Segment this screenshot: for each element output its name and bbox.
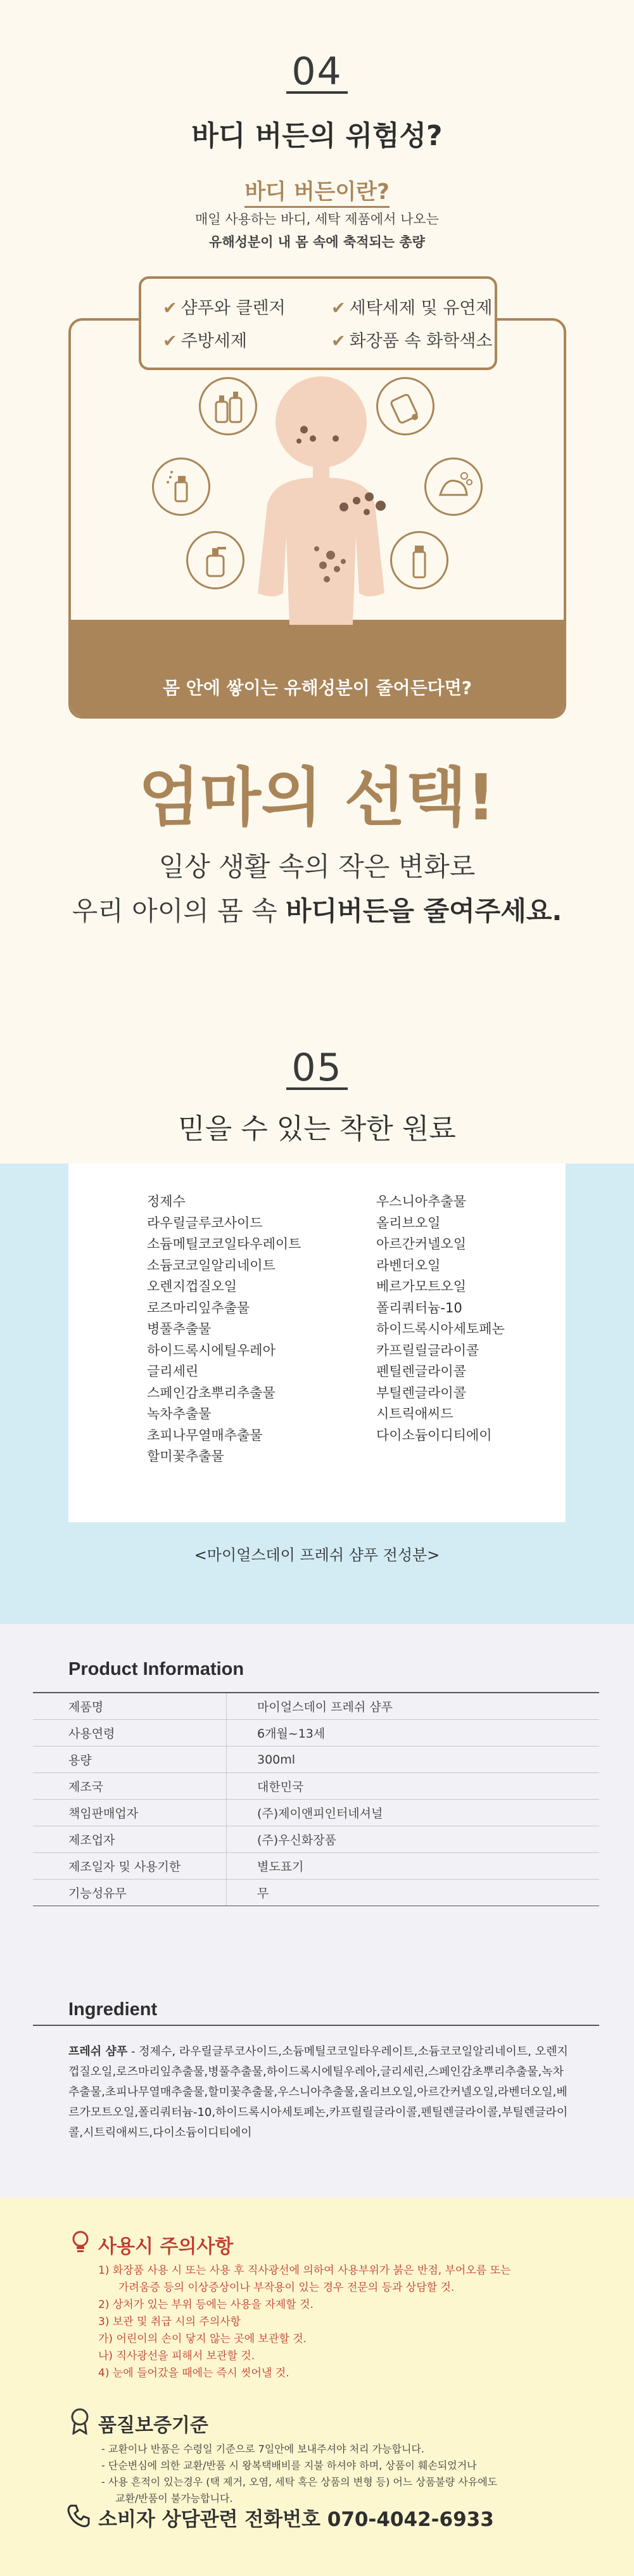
table-row: 제품명 마이얼스데이 프레쉬 샴푸 [33, 1693, 599, 1720]
section-title: 바디 버든의 위험성? [191, 120, 443, 152]
message-line-1: 일상 생활 속의 작은 변화로 [158, 851, 476, 882]
caution-item: 나) 직사광선을 피해서 보관할 것. [98, 2350, 255, 2362]
section-title: 믿을 수 있는 착한 원료 [178, 1113, 456, 1145]
ingredient-item: 시트릭애씨드 [376, 1406, 453, 1421]
phone-icon [65, 2502, 92, 2530]
table-row: 제조업자 (주)우신화장품 [33, 1826, 599, 1853]
quality-list [101, 2441, 497, 2507]
body-burden-subtitle: 바디 버든이란? [0, 174, 634, 205]
ingredient-item: 글리세린 [147, 1364, 199, 1379]
card-caption: 몸 안에 쌓이는 유해성분이 줄어든다면? [162, 677, 472, 698]
ingredient-text: 프레쉬 샴푸 - 정제수, 라우릴글루코사이드,소듐메틸코코일타우레이트,소듐코코일알리네이트, 오렌지껍질오일,로즈마리잎추출물,병풀추출물,하이드록시에틸우레아,글리세린,스페인감초뿌리추출물,녹차추출물,초피나무열매추출물,할미꽃추출물,우스니아추출물,올리브오일,아르간커넬오일,라벤더오일,베르가모트오일,폴리쿼터늄-10,하이드록시아세토페논,카프릴릴글라이콜,펜틸렌글라이콜,부틸렌글라이콜,시트릭애씨드,다이소듐이디티에이 [68, 2045, 568, 2139]
table-row: 책임판매업자 (주)제이앤피인터네셔널 [33, 1800, 599, 1826]
ingredient-item: 라벤더오일 [376, 1257, 441, 1273]
ingredient-item: 우스니아추출물 [376, 1194, 467, 1209]
shampoo-bottles-icon [199, 377, 257, 435]
ingredients-column-2 [376, 1191, 505, 1446]
ingredient-item: 오렌지껍질오일 [147, 1279, 238, 1294]
ingredient-title: Ingredient [68, 1999, 158, 2020]
section-number: 05 [0, 1046, 634, 1090]
lightbulb-icon [70, 2229, 91, 2255]
caution-item: 가려움증 등의 이상증상이나 부작용이 있는 경우 전문의 등과 상담할 것. [118, 2281, 455, 2294]
section-number: 04 [0, 49, 634, 94]
quality-item: 교환/반품이 불가능합니다. [115, 2492, 233, 2504]
check-item: ✔ 주방세제 [163, 331, 247, 351]
divider [33, 2025, 599, 2026]
quality-title: 품질보증기준 [98, 2414, 208, 2437]
message-line-2: 우리 아이의 몸 속 바디버든을 줄여주세요. [72, 895, 562, 926]
table-row: 용량 300ml [33, 1746, 599, 1773]
contact-phone: 소비자 상담관련 전화번호 070-4042-6933 [98, 2508, 494, 2531]
ingredient-item: 소듐코코일알리네이트 [147, 1257, 276, 1273]
body-burden-desc-2: 유해성분이 내 몸 속에 축적되는 총량 [209, 234, 425, 250]
ingredient-item: 병풀추출물 [147, 1321, 212, 1336]
hand-washing-icon [424, 458, 483, 516]
ingredient-item: 스페인감초뿌리추출물 [147, 1385, 276, 1400]
check-icon: ✔ [163, 331, 177, 351]
check-icon: ✔ [163, 298, 177, 318]
check-icon: ✔ [331, 298, 346, 318]
check-item: ✔ 세탁세제 및 유연제 [331, 298, 493, 318]
ingredient-item: 펜틸렌글라이콜 [376, 1364, 467, 1379]
quality-item: - 사용 흔적이 있는경우 (택 제거, 오염, 세탁 혹은 상품의 변형 등) 어느 상품불량 사유에도 [101, 2476, 498, 2488]
caution-item: 3) 보관 및 취급 시의 주의사항 [98, 2316, 241, 2328]
ingredient-item: 아르간커넬오일 [376, 1236, 467, 1252]
check-item: ✔ 화장품 속 화학색소 [331, 331, 493, 351]
ingredient-item: 라우릴글루코사이드 [147, 1215, 263, 1231]
spray-icon [152, 458, 210, 516]
quality-item: - 교환이나 반품은 수령일 기준으로 7일안에 보내주셔야 처리 가능합니다. [101, 2443, 424, 2455]
quality-item: - 단순변심에 의한 교환/반품 시 왕복택배비를 지불 하셔야 하며, 상품이 훼손되었거나 [101, 2459, 477, 2471]
table-row: 사용연령 6개월~13세 [33, 1720, 599, 1746]
caution-item: 가) 어린이의 손이 닿지 않는 곳에 보관할 것. [98, 2333, 307, 2345]
product-info-table [33, 1692, 599, 1906]
table-row: 제조국 대한민국 [33, 1773, 599, 1800]
ingredient-item: 녹차추출물 [147, 1406, 212, 1421]
ingredients-caption: <마이얼스데이 프레쉬 샴푸 전성분> [194, 1546, 440, 1564]
body-burden-desc-1: 매일 사용하는 바디, 세탁 제품에서 나오는 [195, 212, 439, 227]
pump-bottle-icon [186, 531, 244, 589]
caution-item: 2) 상처가 있는 부위 등에는 사용을 자제할 것. [98, 2298, 314, 2311]
tube-bottle-icon [390, 531, 448, 589]
ingredient-item: 올리브오일 [376, 1215, 441, 1231]
mom-choice-title: 엄마의 선택! [138, 760, 496, 835]
badge-icon [68, 2407, 91, 2435]
caution-item: 4) 눈에 들어갔을 때에는 즉시 씻어낼 것. [98, 2367, 289, 2380]
ingredient-item: 초피나무열매추출물 [147, 1427, 263, 1443]
caution-item: 1) 화장품 사용 시 또는 사용 후 직사광선에 의하여 사용부위가 붉은 반점, 부어오름 또는 [98, 2264, 511, 2277]
detergent-icon [376, 377, 434, 435]
ingredient-item: 하이드록시아세토페논 [376, 1321, 505, 1336]
ingredient-item: 폴리쿼터늄-10 [376, 1300, 462, 1316]
check-icon: ✔ [331, 331, 346, 351]
caution-list [98, 2262, 510, 2382]
harmful-sources-box [139, 276, 497, 370]
ingredient-item: 부틸렌글라이콜 [376, 1385, 467, 1400]
product-info-title: Product Information [68, 1659, 244, 1679]
breath-dots [339, 488, 390, 526]
ingredient-item: 로즈마리잎추출물 [147, 1300, 250, 1316]
ingredient-item: 정제수 [147, 1194, 186, 1209]
ingredient-item: 카프릴릴글라이콜 [376, 1342, 479, 1358]
ingredient-item: 할미꽃추출물 [147, 1449, 224, 1464]
card-bottom-band [71, 620, 564, 719]
check-item: ✔ 샴푸와 클렌저 [163, 298, 286, 318]
table-row: 제조일자 및 사용기한 별도표기 [33, 1853, 599, 1880]
table-row: 기능성유무 무 [33, 1880, 599, 1906]
ingredient-item: 다이소듐이디티에이 [376, 1427, 492, 1443]
caution-title: 사용시 주의사항 [98, 2236, 234, 2258]
ingredients-column-1 [147, 1191, 301, 1468]
body-burden-card [68, 318, 566, 719]
ingredient-item: 소듐메틸코코일타우레이트 [147, 1236, 301, 1252]
ingredient-item: 베르가모트오일 [376, 1279, 467, 1294]
ingredient-item: 하이드록시에틸우레아 [147, 1342, 276, 1358]
